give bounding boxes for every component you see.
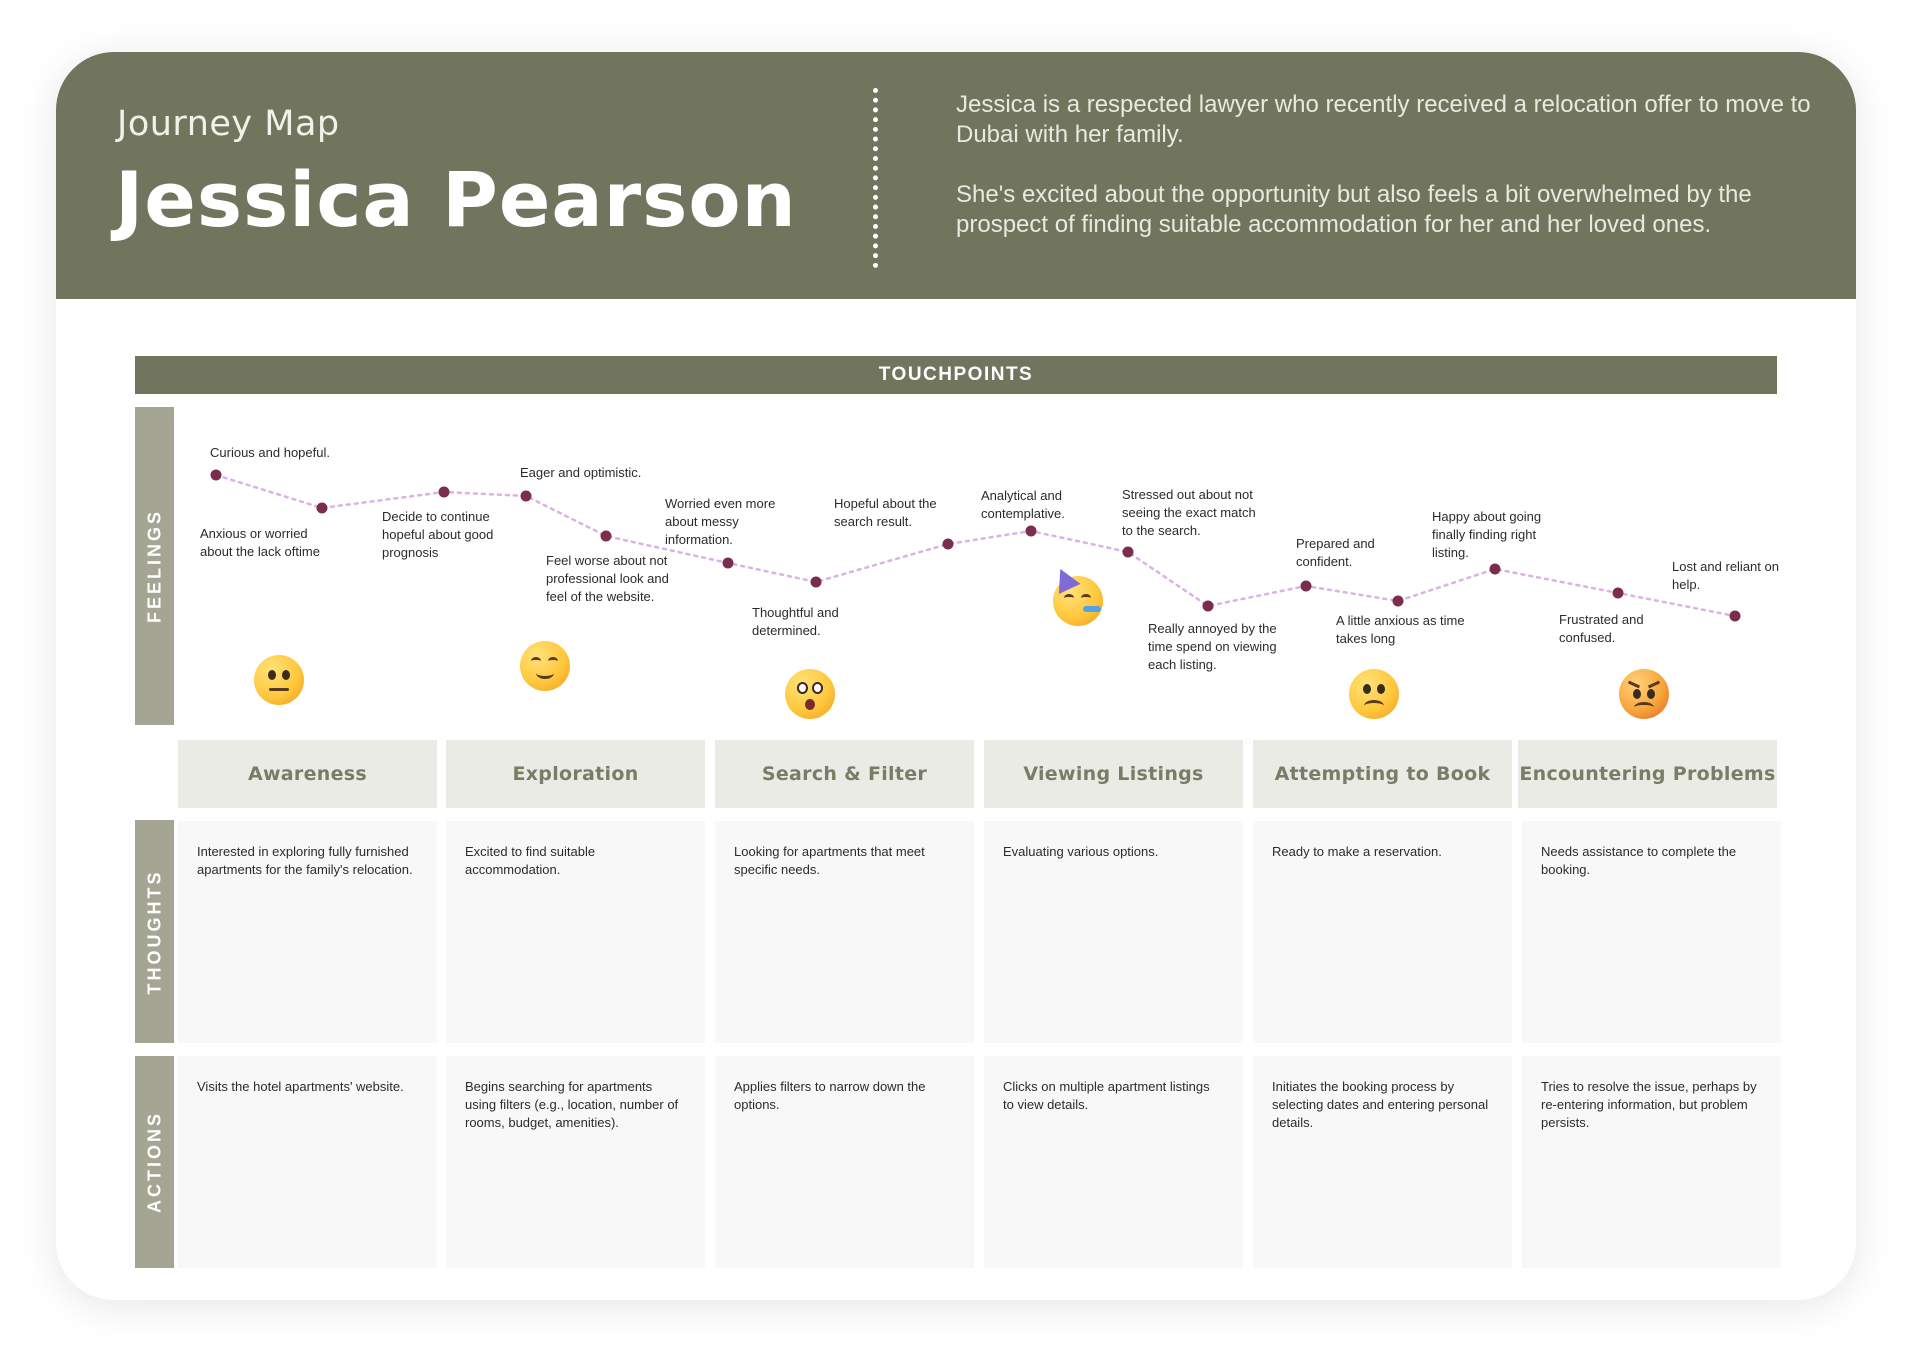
stage-awareness: Awareness bbox=[178, 740, 437, 808]
feeling-point bbox=[1393, 596, 1404, 607]
feeling-label: Hopeful about the search result. bbox=[834, 496, 937, 529]
action-cell: Applies filters to narrow down the options. bbox=[715, 1056, 974, 1268]
actions-label-text: ACTIONS bbox=[144, 1111, 164, 1213]
feeling-label: A little anxious as time takes long bbox=[1336, 613, 1465, 646]
description-paragraph: She's excited about the opportunity but also feels a bit overwhelmed by the prospect of finding suitable accommodation for her and her loved ones. bbox=[956, 181, 1752, 238]
thoughts-row-label bbox=[135, 820, 174, 1043]
description-paragraph: Jessica is a respected lawyer who recently received a relocation offer to move to Dubai with her family. bbox=[956, 91, 1811, 148]
angry-face-emoji bbox=[1619, 669, 1669, 719]
neutral-face-emoji bbox=[254, 655, 304, 705]
partying-face-emoji bbox=[1053, 576, 1103, 626]
feeling-point bbox=[943, 539, 954, 550]
frowning-face-emoji bbox=[1349, 669, 1399, 719]
thought-cell: Evaluating various options. bbox=[984, 821, 1243, 1043]
thoughts-label-text: THOUGHTS bbox=[144, 869, 164, 994]
feeling-point bbox=[1026, 526, 1037, 537]
feeling-point bbox=[211, 470, 222, 481]
feeling-point bbox=[1730, 611, 1741, 622]
page-subtitle: Journey Map bbox=[117, 104, 340, 144]
thought-cell: Ready to make a reservation. bbox=[1253, 821, 1512, 1043]
thought-cell: Interested in exploring fully furnished apartments for the family's relocation. bbox=[178, 821, 437, 1043]
thought-cell: Needs assistance to complete the booking. bbox=[1522, 821, 1781, 1043]
relieved-face-emoji bbox=[520, 641, 570, 691]
feeling-point bbox=[1301, 581, 1312, 592]
action-cell: Tries to resolve the issue, perhaps by re-entering information, but problem persists. bbox=[1522, 1056, 1781, 1268]
thought-cell: Looking for apartments that meet specific needs. bbox=[715, 821, 974, 1043]
action-cell: Clicks on multiple apartment listings to view details. bbox=[984, 1056, 1243, 1268]
feeling-point bbox=[521, 491, 532, 502]
touchpoints-bar: TOUCHPOINTS bbox=[135, 356, 1777, 394]
feeling-label: Decide to continue hopeful about good prognosis bbox=[382, 509, 494, 560]
feeling-label: Analytical and contemplative. bbox=[981, 488, 1065, 521]
feeling-point bbox=[1203, 601, 1214, 612]
feeling-point bbox=[811, 577, 822, 588]
feeling-point bbox=[1613, 588, 1624, 599]
feeling-point bbox=[317, 503, 328, 514]
feeling-label: Prepared and confident. bbox=[1296, 536, 1375, 569]
action-cell: Begins searching for apartments using filters (e.g., location, number of rooms, budget, amenities). bbox=[446, 1056, 705, 1268]
actions-row-label bbox=[135, 1056, 174, 1268]
stage-encountering-problems: Encountering Problems bbox=[1518, 740, 1777, 808]
action-cell: Visits the hotel apartments' website. bbox=[178, 1056, 437, 1268]
thought-cell: Excited to find suitable accommodation. bbox=[446, 821, 705, 1043]
feeling-label: Frustrated and confused. bbox=[1559, 612, 1644, 645]
feeling-point bbox=[1123, 547, 1134, 558]
feeling-label: Thoughtful and determined. bbox=[752, 605, 839, 638]
feelings-curve bbox=[56, 52, 1856, 752]
feeling-label: Feel worse about not professional look and feel of the website. bbox=[546, 553, 669, 604]
stage-exploration: Exploration bbox=[446, 740, 705, 808]
feeling-label: Eager and optimistic. bbox=[520, 465, 642, 480]
feeling-label: Happy about going finally finding right listing. bbox=[1432, 509, 1542, 560]
feeling-point bbox=[439, 487, 450, 498]
stage-viewing-listings: Viewing Listings bbox=[984, 740, 1243, 808]
feeling-label: Worried even more about messy information. bbox=[665, 496, 776, 547]
feeling-label: Anxious or worried about the lack oftime bbox=[200, 526, 320, 559]
feelings-label-text: FEELINGS bbox=[144, 508, 164, 624]
feeling-label: Lost and reliant on help. bbox=[1672, 559, 1779, 592]
feeling-label: Stressed out about not seeing the exact match to the search. bbox=[1122, 487, 1256, 538]
journey-map-card bbox=[56, 52, 1856, 1300]
feeling-point bbox=[601, 531, 612, 542]
flushed-face-emoji bbox=[785, 669, 835, 719]
action-cell: Initiates the booking process by selecting dates and entering personal details. bbox=[1253, 1056, 1512, 1268]
feeling-label: Really annoyed by the time spend on viewing each listing. bbox=[1148, 621, 1277, 672]
feeling-point bbox=[1490, 564, 1501, 575]
stage-attempting-to-book: Attempting to Book bbox=[1253, 740, 1512, 808]
stage-search-filter: Search & Filter bbox=[715, 740, 974, 808]
persona-name: Jessica Pearson bbox=[115, 155, 797, 244]
feeling-label: Curious and hopeful. bbox=[210, 445, 330, 460]
feeling-point bbox=[723, 558, 734, 569]
